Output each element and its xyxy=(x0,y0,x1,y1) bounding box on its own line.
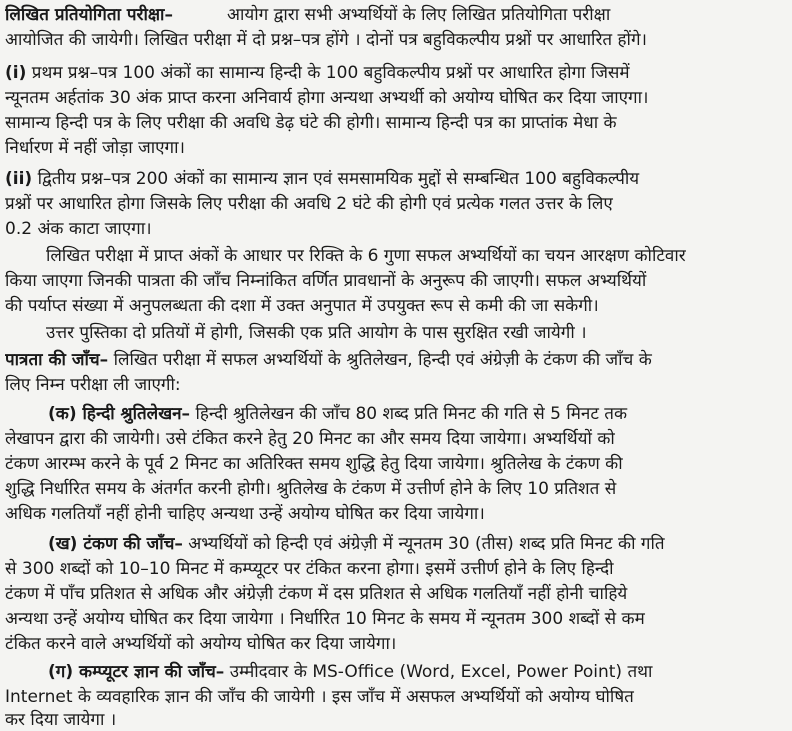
text-line: से 300 शब्दों को 10–10 मिनट में कम्प्यूटर पर टंकित करना होगा। इसमें उत्तीर्ण होने के लिए हिन्दी xyxy=(5,559,614,579)
text-line: प्रश्नों पर आधारित होगा जिसके लिए परीक्षा की अवधि 2 घंटे की होगी एवं प्रत्येक गलत उत्तर के लिए xyxy=(5,194,613,214)
text-line: टंकण आरम्भ करने के पूर्व 2 मिनट का अतिरिक्त समय शुद्धि हेतु दिया जायेगा। श्रुतिलेख के टंकण की xyxy=(5,454,623,474)
text-line: लिखित प्रतियोगिता परीक्षा– आयोग द्वारा सभी अभ्यर्थियों के लिए लिखित प्रतियोगिता परीक्षा xyxy=(5,5,611,25)
text-line: लिए निम्न परीक्षा ली जाएगी: xyxy=(5,375,181,395)
text-line: 0.2 अंक काटा जाएगा। xyxy=(5,219,152,239)
subheading-hindi-dictation: (क) हिन्दी श्रुतिलेखन– xyxy=(48,404,191,424)
text-line: लेखापन द्वारा की जायेगी। उसे टंकित करने हेतु 20 मिनट का और समय दिया जायेगा। अभ्यर्थियों को xyxy=(5,429,615,449)
text-line: (ii) द्वितीय प्रश्न–पत्र 200 अंकों का सामान्य ज्ञान एवं समसामयिक मुद्दों से सम्बन्धित 100 बहुविकल्पीय xyxy=(5,169,640,189)
text-line: (क) हिन्दी श्रुतिलेखन– हिन्दी श्रुतिलेखन की जाँच 80 शब्द प्रति मिनट की गति से 5 मिनट तक xyxy=(48,404,628,424)
text-line: कर दिया जायेगा । xyxy=(5,710,117,730)
text-line: निर्धारण में नहीं जोड़ा जाएगा। xyxy=(5,138,185,158)
text-line: किया जाएगा जिनकी पात्रता की जाँच निम्नांकित वर्णित प्रावधानों के अनुरूप की जाएगी। सफल अभ्यर्थियों xyxy=(5,271,647,291)
text-line: पात्रता की जाँच– लिखित परीक्षा में सफल अभ्यर्थियों के श्रुतिलेखन, हिन्दी एवं अंग्रेज़ी के टंकण की जाँच के xyxy=(5,350,652,370)
text-line: न्यूनतम अर्हतांक 30 अंक प्राप्त करना अनिवार्य होगा अन्यथा अभ्यर्थी को अयोग्य घोषित कर दिया जाएगा। xyxy=(5,88,649,108)
text-line: (ग) कम्प्यूटर ज्ञान की जाँच– उम्मीदवार के MS-Office (Word, Excel, Power Point) तथा xyxy=(48,662,653,682)
text-line: (i) प्रथम प्रश्न–पत्र 100 अंकों का सामान्य हिन्दी के 100 बहुविकल्पीय प्रश्नों पर आधारित होगा जिसमें xyxy=(5,63,630,83)
text-line: अधिक गलतियाँ नहीं होनी चाहिए अन्यथा उन्हें अयोग्य घोषित कर दिया जायेगा। xyxy=(5,504,485,524)
text-line: उत्तर पुस्तिका दो प्रतियों में होगी, जिसकी एक प्रति आयोग के पास सुरक्षित रखी जायेगी । xyxy=(46,323,587,343)
item-marker-ii: (ii) xyxy=(5,169,33,189)
subheading-typing-test: (ख) टंकण की जाँच– xyxy=(48,534,183,554)
section-heading-written-exam: लिखित प्रतियोगिता परीक्षा– xyxy=(5,5,173,25)
section-heading-eligibility: पात्रता की जाँच– xyxy=(5,350,109,370)
text-line: सामान्य हिन्दी पत्र के लिए परीक्षा की अवधि डेढ़ घंटे की होगी। सामान्य हिन्दी पत्र का प्राप्तांक मेधा के xyxy=(5,113,617,133)
text-line: टंकण में पाँच प्रतिशत से अधिक और अंग्रेज़ी टंकण में दस प्रतिशत से अधिक गलतियाँ नहीं होनी चाहिये xyxy=(5,584,628,604)
text-line: आयोजित की जायेगी। लिखित परीक्षा में दो प्रश्न–पत्र होंगे । दोनों पत्र बहुविकल्पीय प्रश्नों पर आधारित होंगे। xyxy=(5,30,647,50)
text-line: की पर्याप्त संख्या में अनुपलब्धता की दशा में उक्त अनुपात में उपयुक्त रूप से कमी की जा सकेगी। xyxy=(5,296,599,316)
text-line: लिखित परीक्षा में प्राप्त अंकों के आधार पर रिक्ति के 6 गुणा सफल अभ्यर्थियों का चयन आरक्षण कोटिवार xyxy=(46,246,686,266)
text-line: टंकित करने वाले अभ्यर्थियों को अयोग्य घोषित कर दिया जायेगा। xyxy=(5,634,397,654)
subheading-computer-test: (ग) कम्प्यूटर ज्ञान की जाँच– xyxy=(48,662,225,682)
item-marker-i: (i) xyxy=(5,63,27,83)
text-line: शुद्धि निर्धारित समय के अंतर्गत करनी होगी। श्रुतिलेख के टंकण में उत्तीर्ण होने के लिए 10 प्रतिशत से xyxy=(5,479,617,499)
text-line: (ख) टंकण की जाँच– अभ्यर्थियों को हिन्दी एवं अंग्रेज़ी में न्यूनतम 30 (तीस) शब्द प्रति मिनट की गति xyxy=(48,534,665,554)
text-line: Internet के व्यवहारिक ज्ञान की जाँच की जायेगी । इस जाँच में असफल अभ्यर्थियों को अयोग्य घोषित xyxy=(5,687,634,707)
text-line: अन्यथा उन्हें अयोग्य घोषित कर दिया जायेगा । निर्धारित 10 मिनट के समय में न्यूनतम 300 शब्दों से कम xyxy=(5,609,645,629)
